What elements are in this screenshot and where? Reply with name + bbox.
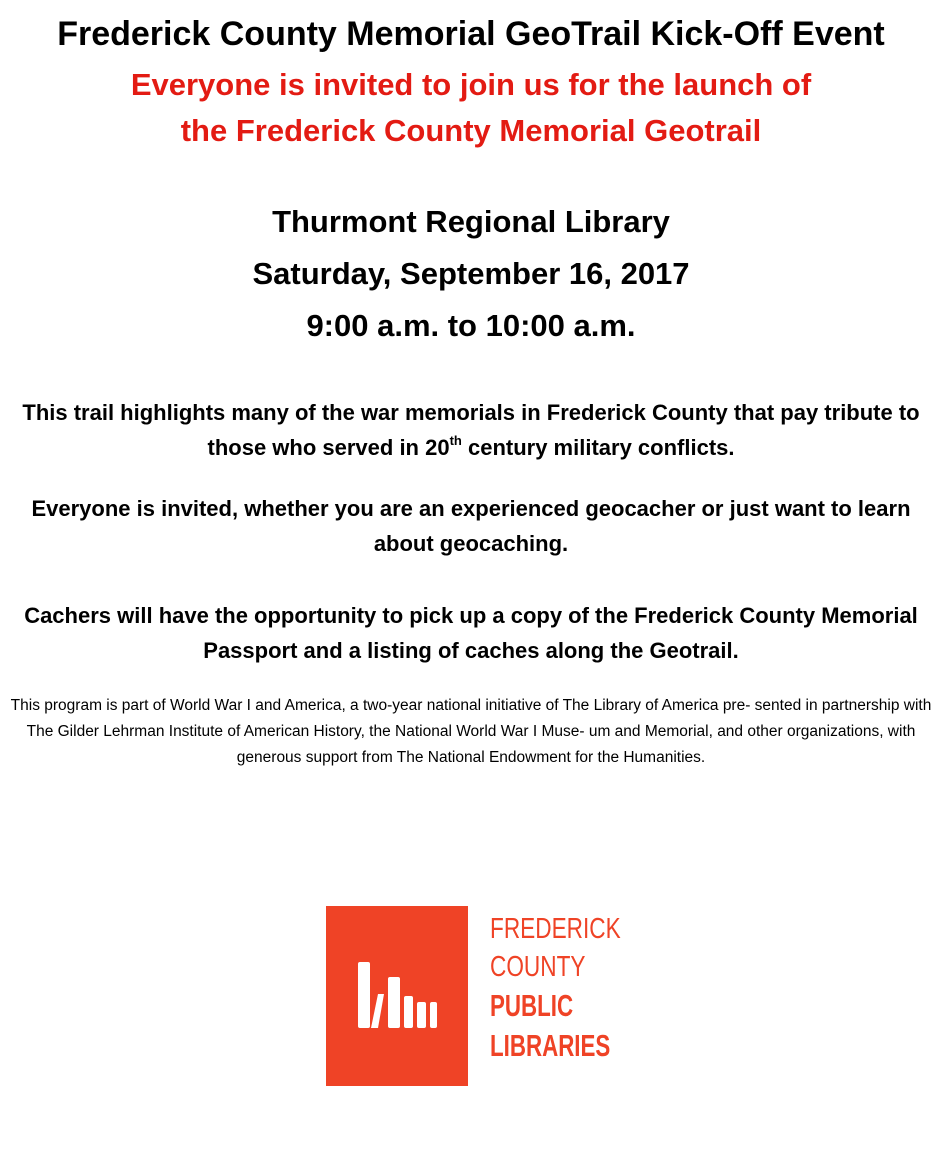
library-logo-wordmark <box>490 910 658 1066</box>
logo-line-public: PUBLIC <box>490 988 574 1023</box>
library-books-icon <box>326 906 468 1086</box>
library-logo-mark <box>326 906 468 1086</box>
trail-description <box>8 395 934 465</box>
passport-paragraph: Cachers will have the opportunity to pick up a copy of the Frederick County Memorial Passport and a listing of caches along the Geotrail. <box>24 603 918 663</box>
logo-line-libraries: LIBRARIES <box>490 1028 611 1063</box>
event-details <box>0 196 942 352</box>
logo-line-county: COUNTY <box>490 951 586 983</box>
trail-description-text: This trail highlights many of the war memorials in Frederick County that pay tribute to those who served in 20 <box>22 400 920 460</box>
subtitle-line-1: Everyone is invited to join us for the launch of <box>130 67 812 102</box>
event-time: 9:00 a.m. to 10:00 a.m. <box>306 308 636 343</box>
event-title: Frederick County Memorial GeoTrail Kick-Off Event <box>57 15 885 53</box>
subtitle-line-2: the Frederick County Memorial Geotrail <box>180 113 762 148</box>
trail-description-end: century military conflicts. <box>461 435 735 460</box>
event-location: Thurmont Regional Library <box>272 204 670 239</box>
logo-line-frederick: FREDERICK <box>490 913 621 945</box>
invitation-paragraph: Everyone is invited, whether you are an experienced geocacher or just want to learn about geocaching. <box>31 496 911 556</box>
event-subtitle <box>0 62 942 154</box>
ordinal-suffix: th <box>449 432 462 448</box>
event-date: Saturday, September 16, 2017 <box>252 256 690 291</box>
program-footnote: This program is part of World War I and America, a two-year national initiative of The Library of America pre- sented in partnership with The Gilder Lehrman Institute of American History, the National World War I Muse- um and Memorial, and other organizations, with generous support from The National Endowment for the Humanities. <box>10 697 932 766</box>
